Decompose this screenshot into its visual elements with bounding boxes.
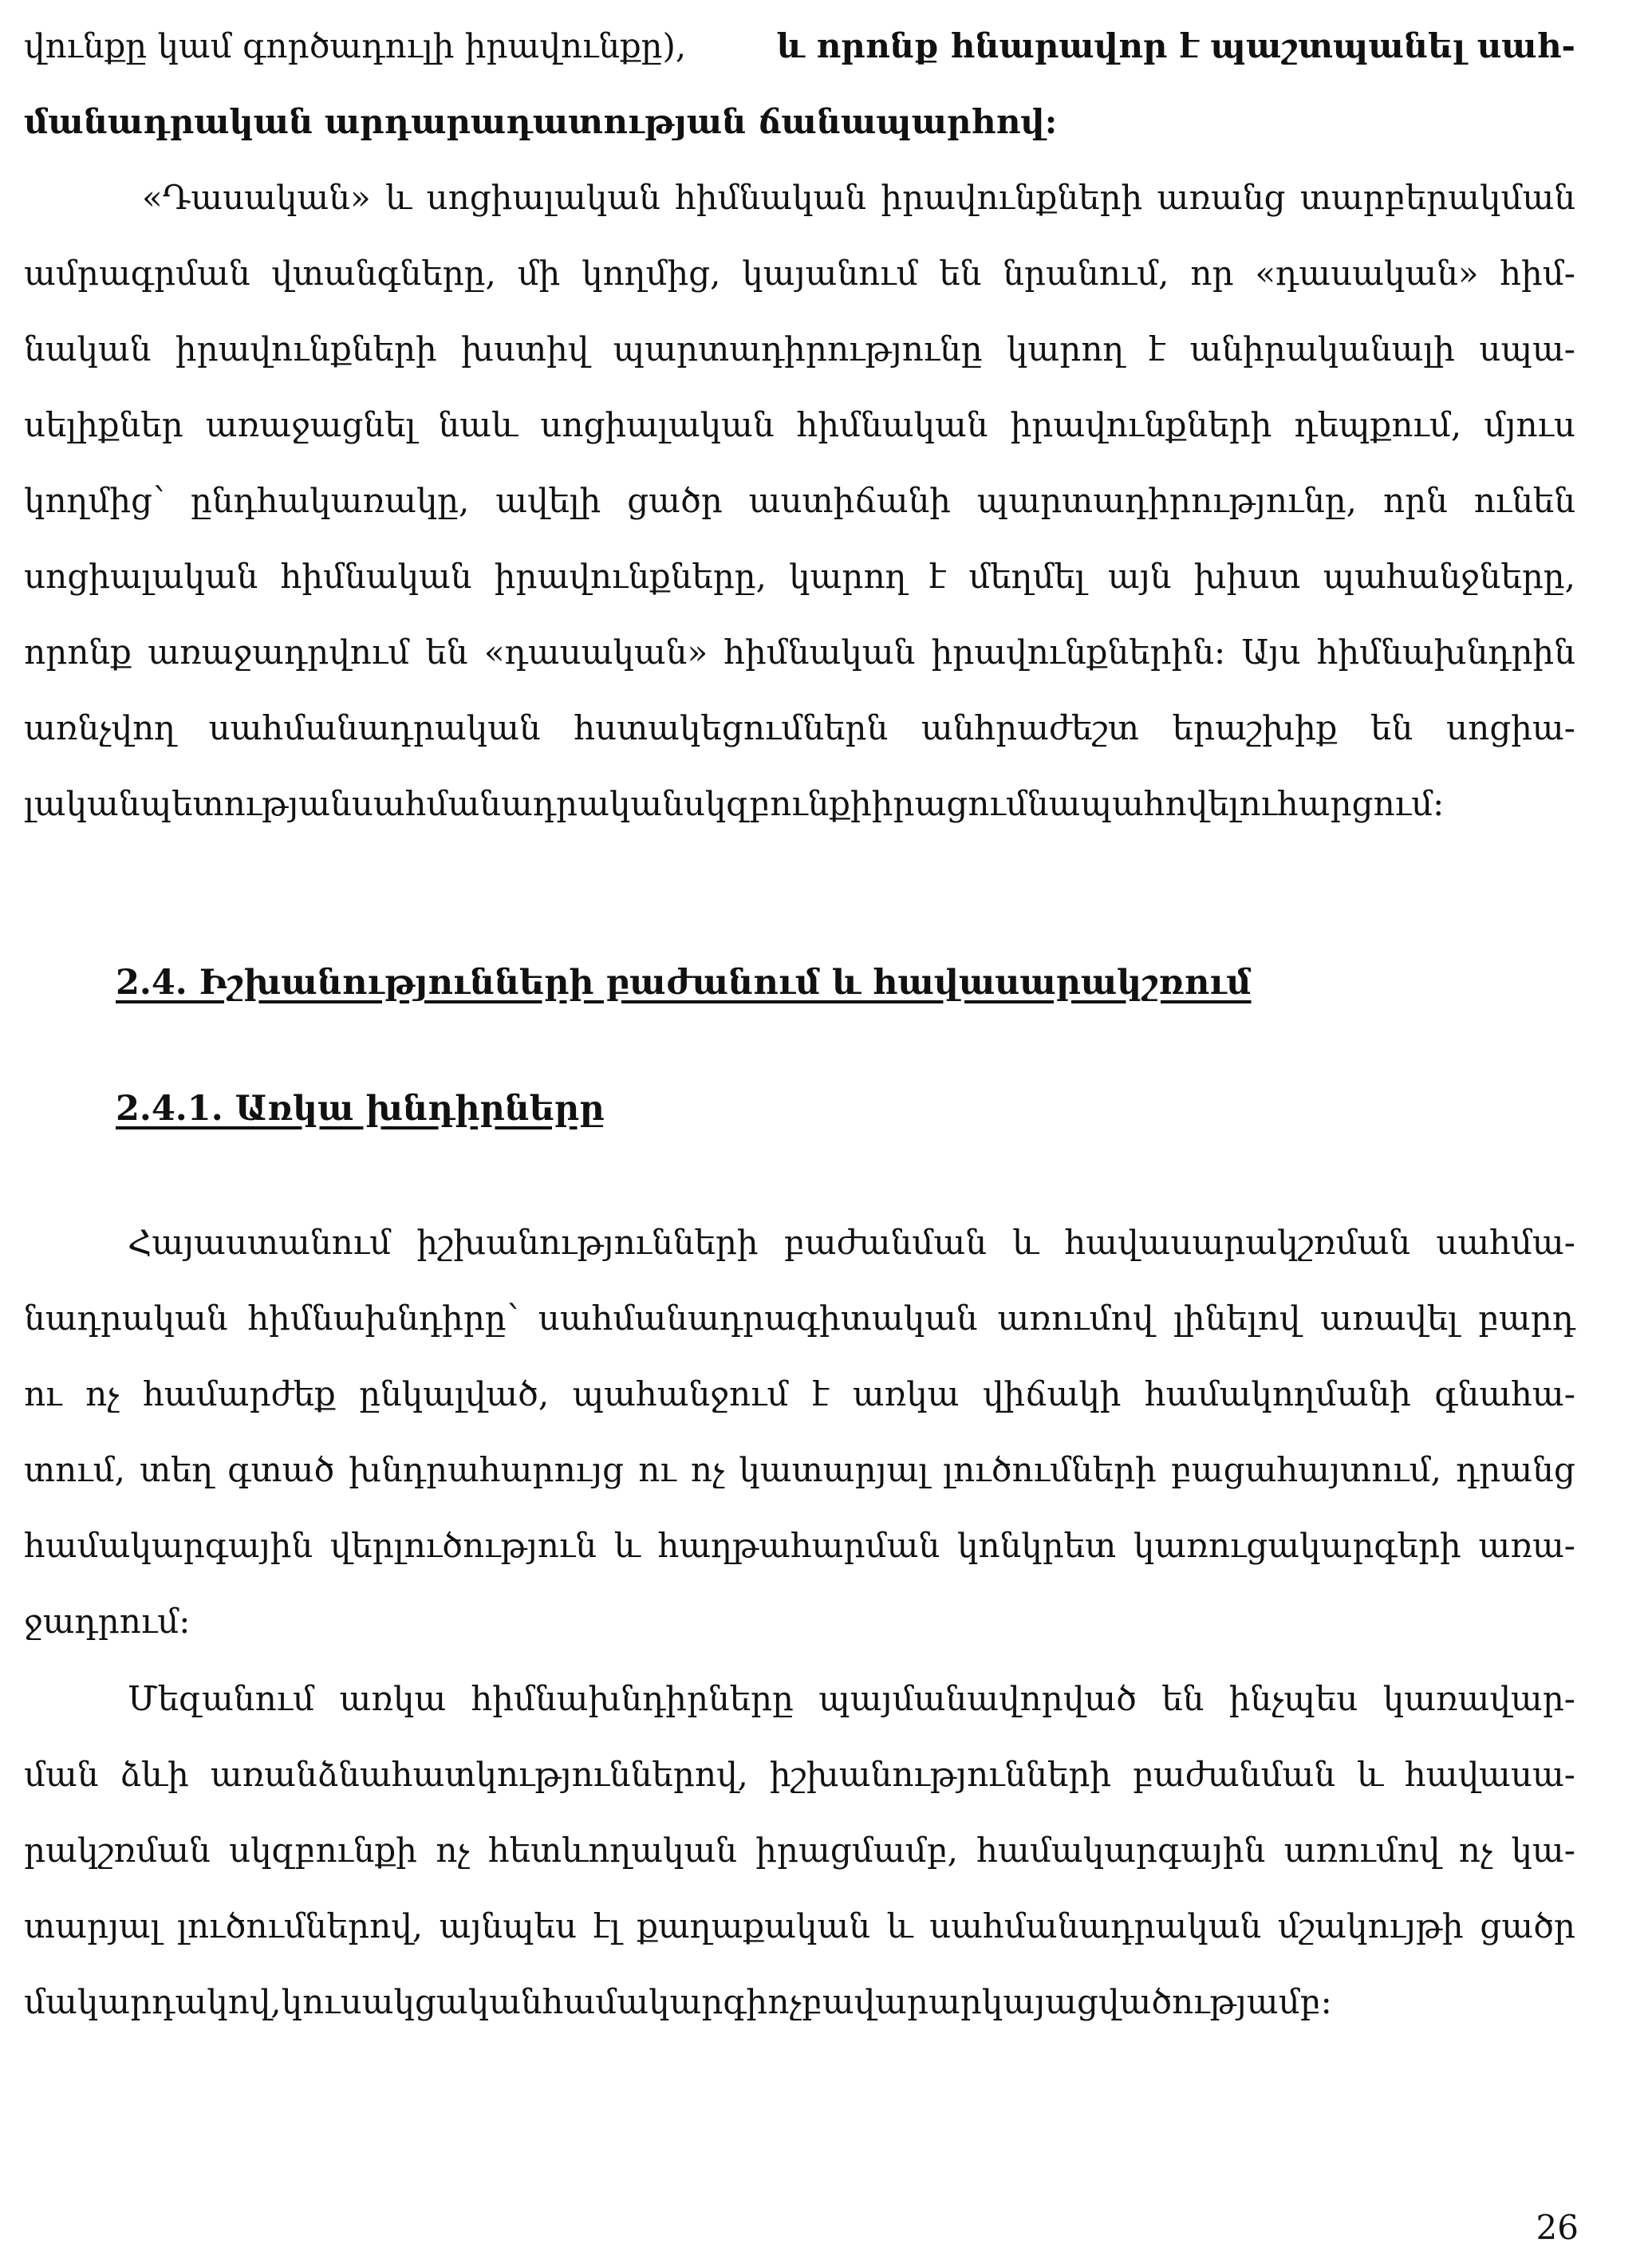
text-run: վունքը կամ գործադուլի իրավունքը), xyxy=(24,26,687,65)
text-line: նադրական հիմնախնդիրը՝ սահմանադրագիտական առումով լինելով առավել բարդ xyxy=(24,1299,1575,1338)
paragraph-social-rights xyxy=(24,160,1575,842)
text-line: րակշռման սկզբունքի ոչ հետևողական իրացմամբ, համակարգային առումով ոչ կա- xyxy=(24,1831,1575,1870)
paragraph-continuation xyxy=(24,8,1575,160)
text-line: առնչվող սահմանադրական հստակեցումներն անհրաժեշտ երաշխիք են սոցիա- xyxy=(24,708,1575,747)
section-heading: 2.4. Իշխանությունների բաժանում և հավասարակշռում xyxy=(116,963,1252,1003)
bold-text-run: մանադրական արդարադատության ճանապարհով: xyxy=(24,102,1058,141)
text-line: ամրագրման վտանգները, մի կողմից, կայանում են նրանում, որ «դասական» հիմ- xyxy=(24,254,1575,293)
text-line: Հայաստանում իշխանությունների բաժանման և հավասարակշռման սահմա- xyxy=(128,1223,1575,1262)
text-line: սոցիալական հիմնական իրավունքները, կարող է մեղմել այն խիստ պահանջները, xyxy=(24,557,1575,596)
text-line: տարյալ լուծումներով, այնպես էլ քաղաքական և սահմանադրական մշակույթի ցածր xyxy=(24,1906,1575,1945)
paragraph-existing-problems xyxy=(24,1661,1575,2040)
text-line: սելիքներ առաջացնել նաև սոցիալական հիմնական իրավունքների դեպքում, մյուս xyxy=(24,405,1575,444)
text-line: նական իրավունքների խստիվ պարտադիրությունը կարող է անիրականալի սպա- xyxy=(24,329,1575,369)
page-number: 26 xyxy=(1536,2208,1579,2247)
text-line: ու ոչ համարժեք ընկալված, պահանջում է առկա վիճակի համակողմանի գնահա- xyxy=(24,1374,1575,1413)
text-line: տում, տեղ գտած խնդրահարույց ու ոչ կատարյալ լուծումների բացահայտում, դրանց xyxy=(24,1450,1575,1489)
subsection-heading: 2.4.1. Առկա խնդիրները xyxy=(116,1089,605,1129)
text-line xyxy=(24,8,1575,84)
text-line: համակարգային վերլուծություն և հաղթահարման կոնկրետ կառուցակարգերի առա- xyxy=(24,1526,1575,1565)
text-line: որոնք առաջադրվում են «դասական» հիմնական իրավունքներին: Այս հիմնախնդրին xyxy=(24,633,1575,672)
bold-text-run: և որոնք հնարավոր է պաշտպանել սահ- xyxy=(776,26,1575,65)
text-line: ջադրում: xyxy=(24,1602,191,1641)
text-line: լական պետության սահմանադրական սկզբունքի իրացումն ապահովելու հարցում: xyxy=(24,784,1445,823)
text-line: կողմից՝ ընդհակառակը, ավելի ցածր աստիճանի պարտադիրությունը, որն ունեն xyxy=(24,481,1575,520)
text-line xyxy=(24,84,1575,160)
text-line: մակարդակով, կուսակցական համակարգի ոչ բավարար կայացվածությամբ: xyxy=(24,1982,1332,2021)
text-line: ման ձևի առանձնահատկություններով, իշխանությունների բաժանման և հավասա- xyxy=(24,1755,1575,1794)
paragraph-armenia-separation xyxy=(24,1204,1575,1659)
text-line: Մեզանում առկա հիմնախնդիրները պայմանավորված են ինչպես կառավար- xyxy=(128,1679,1575,1718)
text-line: «Դասական» և սոցիալական հիմնական իրավունքների առանց տարբերակման xyxy=(142,178,1575,217)
